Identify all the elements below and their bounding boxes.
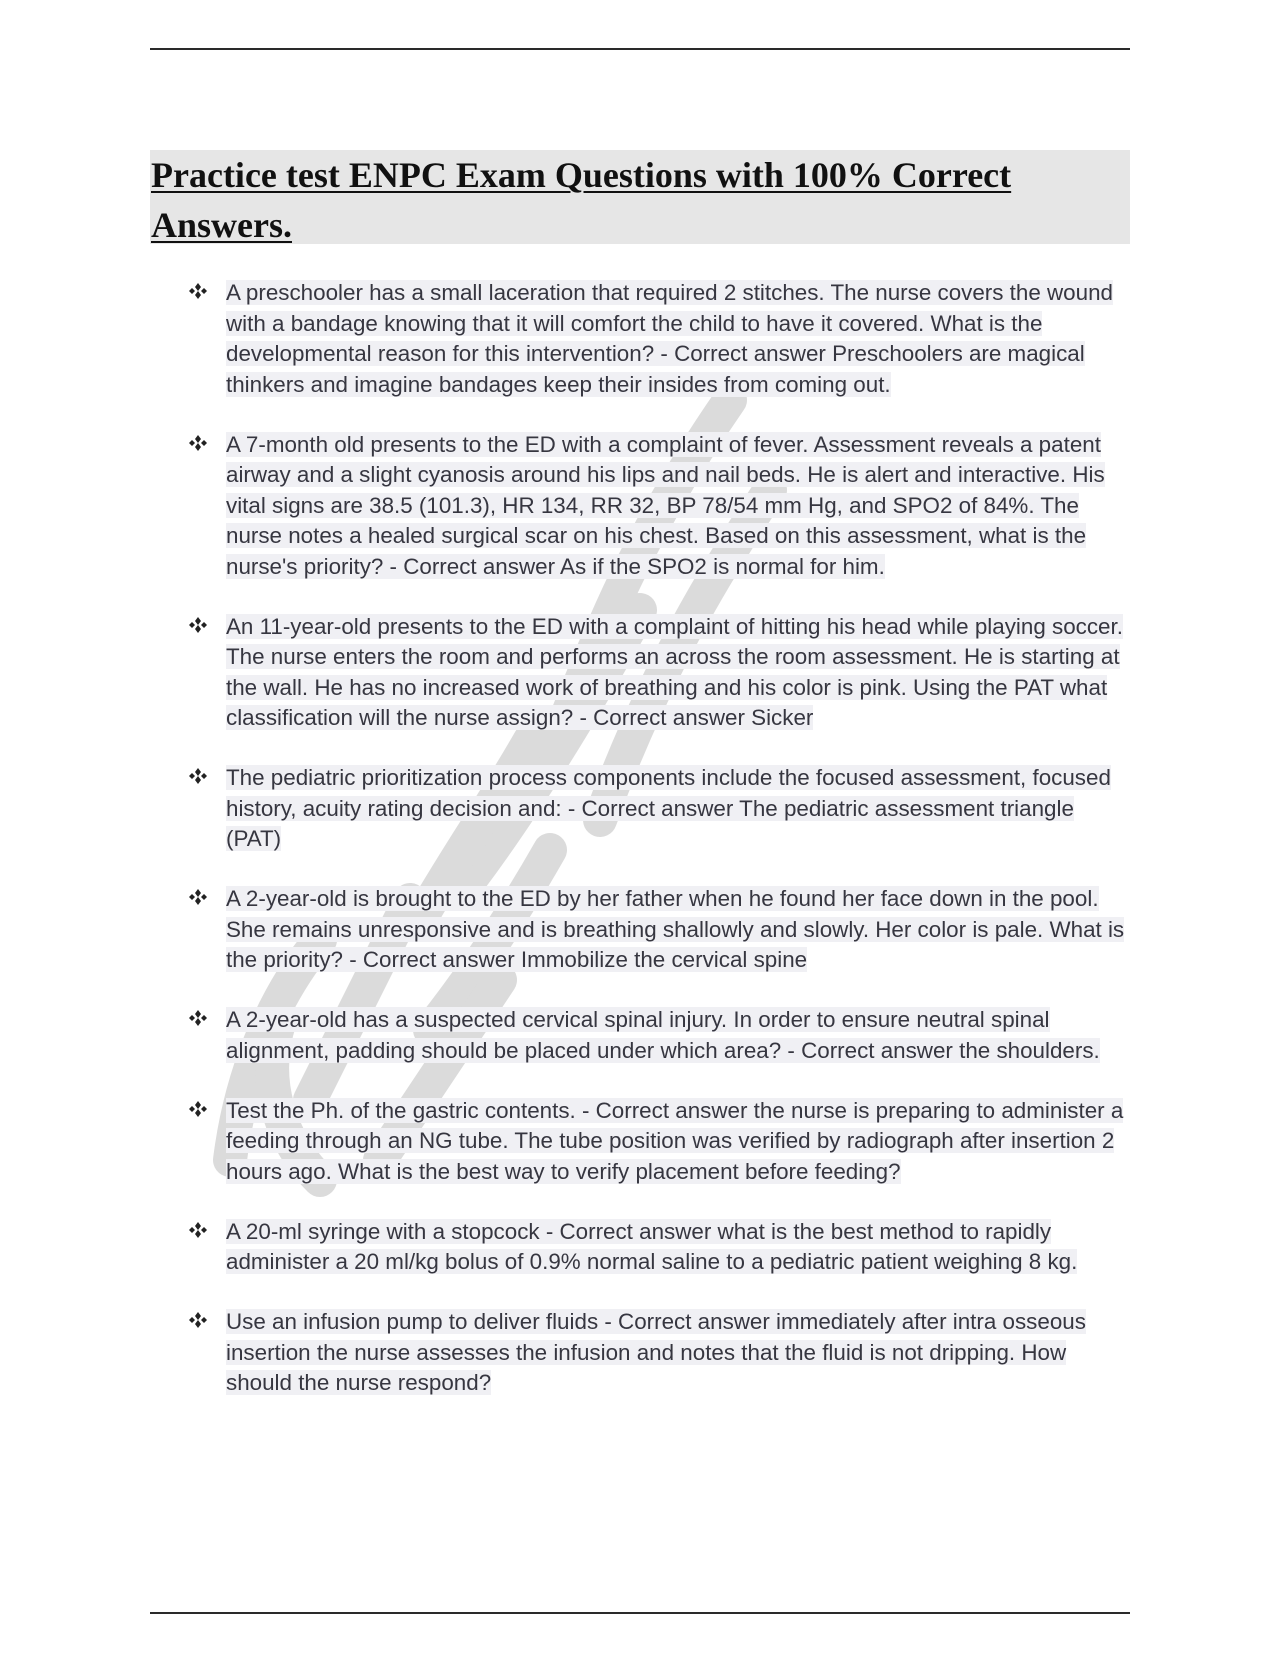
four-diamond-bullet-icon [189, 765, 207, 787]
question-text: A 7-month old presents to the ED with a complaint of fever. Assessment reveals a patent airway and a slight cyanosis around his lips and nail beds. He is alert and interactive. His vital signs are 38.5 (101.3), HR 134, RR 32, BP 78/54 mm Hg, and SPO2 of 84%. The nurse notes a healed surgical scar on his chest. Based on this assessment, what is the nurse's priority? - Correct answer As if the SPO2 is normal for him. [226, 431, 1105, 579]
list-item [150, 430, 1135, 583]
question-text: An 11-year-old presents to the ED with a complaint of hitting his head while playing soccer. The nurse enters the room and performs an across the room assessment. He is starting at the wall. He has no increased work of breathing and his color is pink. Using the PAT what classification will the nurse assign? - Correct answer Sicker [226, 613, 1123, 730]
four-diamond-bullet-icon [189, 886, 207, 908]
header-rule [150, 48, 1130, 50]
document-title: Practice test ENPC Exam Questions with 100% Correct Answers. [151, 155, 1012, 245]
question-text: A 2-year-old is brought to the ED by her father when he found her face down in the pool. She remains unresponsive and is breathing shallowly and slowly. Her color is pale. What is the priority? - Correct answer Immobilize the cervical spine [226, 886, 1125, 972]
list-item [150, 278, 1135, 400]
question-text: A 20-ml syringe with a stopcock - Correct answer what is the best method to rapidly administer a 20 ml/kg bolus of 0.9% normal saline to a pediatric patient weighing 8 kg. [226, 1218, 1078, 1274]
list-item [150, 1307, 1135, 1399]
list-item [150, 763, 1135, 855]
four-diamond-bullet-icon [189, 1309, 207, 1331]
question-text: A preschooler has a small laceration that required 2 stitches. The nurse covers the wound with a bandage knowing that it will comfort the child to have it covered. What is the developmental reason for this intervention? - Correct answer Preschoolers are magical thinkers and imagine bandages keep their insides from coming out. [226, 280, 1113, 397]
list-item [150, 1217, 1135, 1278]
question-text: Test the Ph. of the gastric contents. - Correct answer the nurse is preparing to administer a feeding through an NG tube. The tube position was verified by radiograph after insertion 2 hours ago. What is the best way to verify placement before feeding? [226, 1097, 1124, 1184]
four-diamond-bullet-icon [189, 1098, 207, 1120]
list-item [150, 612, 1135, 734]
four-diamond-bullet-icon [189, 432, 207, 454]
question-list [150, 278, 1135, 1428]
four-diamond-bullet-icon [189, 1007, 207, 1029]
footer-rule [150, 1612, 1130, 1614]
four-diamond-bullet-icon [189, 280, 207, 302]
four-diamond-bullet-icon [189, 1219, 207, 1241]
list-item [150, 1005, 1135, 1066]
question-text: Use an infusion pump to deliver fluids - Correct answer immediately after intra osseous insertion the nurse assesses the infusion and notes that the fluid is not dripping. How should the nurse respond? [226, 1309, 1086, 1395]
four-diamond-bullet-icon [189, 614, 207, 636]
list-item [150, 884, 1135, 976]
question-text: The pediatric prioritization process components include the focused assessment, focused history, acuity rating decision and: - Correct answer The pediatric assessment triangle (PAT) [226, 765, 1111, 851]
question-text: A 2-year-old has a suspected cervical spinal injury. In order to ensure neutral spinal alignment, padding should be placed under which area? - Correct answer the shoulders. [226, 1007, 1100, 1063]
list-item [150, 1096, 1135, 1188]
